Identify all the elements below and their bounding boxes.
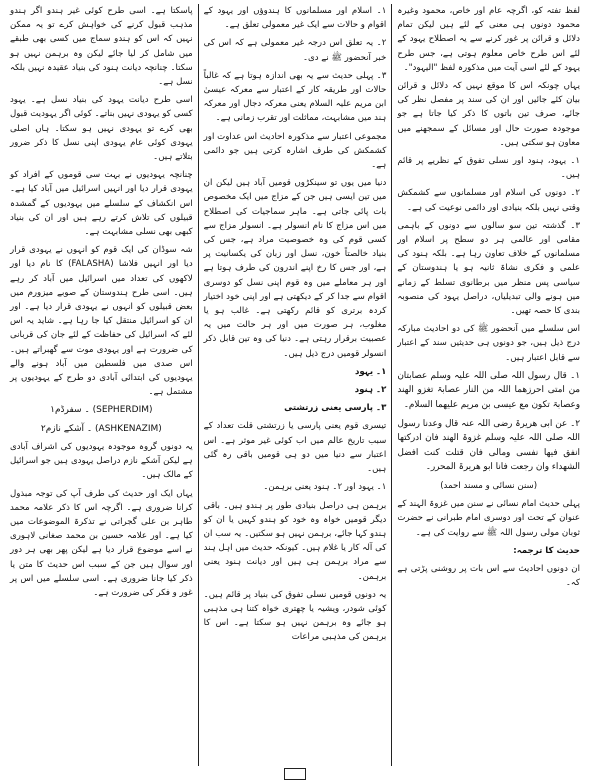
column-left xyxy=(5,4,198,766)
paragraph: ۳۔ پارسی یعنی زرتشتی xyxy=(284,403,387,414)
paragraph: ۲۔ دونوں کی اسلام اور مسلمانوں سے کشمکش وقتی نہیں بلکہ بنیادی اور دائمی نوعیت کی ہے۔ xyxy=(397,188,580,213)
column-middle xyxy=(198,4,392,766)
paragraph: یہاں ایک اور حدیث کی طرف آپ کی توجہ مبذول کرانا ضروری ہے۔ اگرچہ اس کا ذکر علامہ محمد طاہر بن علی گجراتی نے تذکرۃ الموضوعات میں کیا ہے۔ اور علامہ حسین بن محمد صغانی لاہوری نے اسے موضوع قرار دیا ہے لیکن پھر بھی ہر دور اور سوال ہیں جن کے سبب اس حدیث کا متن یا ذکر کیا جانا ضروری ہے۔ اسی سلسلے میں اس پر غور و فکر کی ضرورت ہے۔ xyxy=(9,488,193,598)
paragraph: پہلی حدیث امام نسائی نے سنن میں غزوۃ الہند کے عنوان کے تحت اور دوسری امام طبرانی نے حضرت ثوبان مولی رسول اللہ ﷺ سے روایت کی ہے۔ xyxy=(397,499,580,538)
paragraph: ۱۔ یہود xyxy=(354,366,387,377)
paragraph: ۲۔ یہ تعلق اس درجہ غیر معمولی ہے کہ اس کی خبر آنحضور ﷺ نے دی۔ xyxy=(203,38,387,63)
paragraph: مجموعی اعتبار سے مذکورہ احادیث اس عداوت اور کشمکش کی طرف اشارہ کرتی ہیں جو دائمی ہے۔ xyxy=(203,131,387,171)
paragraph: یہ دونوں قومیں نسلی تفوق کی بنیاد پر قائم ہیں۔ کوئی شودر، ویشیہ یا چھتری خواہ کتنا ہی مذہبی ہو جائے وہ برہمن نہیں ہو سکتا ہے۔ اس کا برہمن کی مذہبی مراعات xyxy=(203,589,387,643)
paragraph: پاسکتا ہے۔ اسی طرح کوئی غیر ہندو اگر ہندو مذہب قبول کرنے کی خواہش کرے تو یہ ممکن نہیں کہ اس کو ہندو سماج میں کسی بھی طبقے میں شامل کر لیا جائے لیکن وہ برہمن نہیں ہو سکتا۔ چنانچہ دیانت ہنود کی بنیاد عقیدہ نہیں بلکہ نسل ہے۔ xyxy=(9,6,193,88)
paragraph: ۱۔ سفرڈم (SEPHERDIM) xyxy=(50,405,153,416)
paragraph: لفظ تفتہ کو، اگرچہ عام اور خاص، محمود وغیرہ محمود دونوں ہی معنی کے لئے ہیں لیکن تمام دلائل و قرائن پر غور کرنے سے یہ اصطلاح یہود کے لئے اس طرح خاص معلوم ہوتی ہے، جس طرح یہود کے لئے اسی آیت میں مذکورہ لفظ "الیہود"۔ xyxy=(397,6,580,73)
paragraph: یہ دونوں گروہ موجودہ یہودیوں کی اشراف آبادی ہے لیکن آشکے نازم دراصل یہودی ہیں جو اسرائیل کے مالک ہیں۔ xyxy=(9,441,193,481)
paragraph: حدیث کا ترجمہ: xyxy=(513,545,580,556)
paragraph: ۲۔ عن ابی ھریرۃ رضی اللہ عنہ قال وعدنا رسول اللہ صلی اللہ علیہ وسلم غزوۃ الھند فان ادرکتھا انفق فیھا نفسی ومالی فان قتلت کنت افضل الشھداء وان رجعت فانا ابو ھریرۃ المحرر۔ xyxy=(397,418,580,473)
paragraph: ۱۔ یہود اور ۲۔ ہنود یعنی برہمن۔ xyxy=(263,482,387,493)
paragraph: ۳۔ پہلی حدیث سے یہ بھی اندازہ ہوتا ہے کہ غالباً حالات اور طریقہ کار کے اعتبار سے معرکہ عیسیٰ ابن مریم علیہ السلام یعنی معرکہ دجال اور معرکہ ہند میں مشابہت، مماثلت اور تقرب زمانی ہے۔ xyxy=(203,70,387,124)
paragraph: ۱۔ اسلام اور مسلمانوں کا ہندوؤں اور یہود کے اقوام و حالات سے ایک غیر معمولی تعلق ہے۔ xyxy=(203,6,387,31)
paragraph: اسی طرح دیانت یہود کی بنیاد نسل ہے۔ یہود کسی کو یہودی نہیں بناتے۔ کوئی اگر یہودیت قبول بھی کرے تو یہودی نہیں ہو سکتا۔ ہاں اصلی یہودی کوئی عام یہودی اپنی نسل کا ذکر ضرور بتلاتے ہیں۔ xyxy=(9,95,193,163)
paragraph: برہمن ہی دراصل بنیادی طور پر ہندو ہیں۔ باقی دیگر قومیں خواہ وہ خود کو ہندو کہیں یا ان کو ہندو کہا جائے، برہمن نہیں ہو سکتیں۔ یہ سب ان کی آلہ کار یا غلام ہیں۔ کیونکہ حدیث میں اہل ہند سے مراد برہمن ہی ہیں اور دیانت ہنود یعنی برہمن۔ xyxy=(203,500,387,582)
paragraph: تیسری قوم یعنی پارسی یا زرتشتی قلت تعداد کے سبب تاریخ عالم میں اب کوئی غیر موثر ہے۔ اس اعتبار سے دنیا میں دو ہی قومیں باقی رہ گئی ہیں۔ xyxy=(203,421,387,475)
paragraph: شہ سوڈان کی ایک قوم کو انہوں نے یہودی قرار دیا اور انہیں فلاشا (FALASHA) کا نام دیا اور لاکھوں کی تعداد میں اسرائیل میں آباد کر رہے ہیں۔ اسی طرح ہندوستان کے صوبے میزورم میں بعض قبیلوں کو انہوں نے یہودی قرار دیا ہے۔ اور ان کو اسرائیل منتقل کیا جا رہا ہے۔ شاید یہ اس لئے کہ اسرائیل کی حفاظت کے لئے جان کی قربانی کی ضرورت ہے اور یہودی موت سے گھبراتے ہیں۔ اس صدی میں فلسطین میں آباد ہونے والے یہودیوں کی ابتدائی آبادی دو طرح کے یہودیوں پر مشتمل ہے۔ xyxy=(9,245,193,398)
page-number xyxy=(284,768,306,780)
paragraph: یہاں چونکہ اس کا موقع نہیں کہ دلائل و قرائن بیان کئے جائیں اور ان کی سند پر مفصل نظر کی جائے، صرف تین باتوں کا ذکر کیا جاتا ہے جو موجودہ صورت حال اور مسائل کے سمجھنے میں معاون ہو سکتی ہیں۔ xyxy=(397,81,580,148)
paragraph: ۱۔ قال رسول اللہ صلی اللہ علیہ وسلم عصابتان من امتی احرزھما اللہ من النار عصابۃ تغزو الھند وعصابۃ تکون مع عیسی بن مریم علیھما السلام۔ xyxy=(397,370,580,411)
paragraph: ۳۔ گذشتہ تین سو سالوں سے دونوں کے باہمی مقامی اور عالمی ہر دو سطح پر اسلام اور مسلمانوں کے خلاف تعاون رہا ہے۔ بلکہ ہنود کی علمی و فکری نشاۃ ثانیہ ہو یا ہندوستان کے سیاسی پس منظر میں برطانوی تسلط کے زمانے میں ہونے والی تبدیلیاں، دراصل یہود کی منصوبہ بندی کا حصہ تھیں۔ xyxy=(397,220,580,317)
paragraph: ۱۔ یہود، ہنود اور نسلی تفوق کے نظریے پر قائم ہیں۔ xyxy=(397,156,580,181)
text-columns xyxy=(5,4,585,766)
paragraph: چنانچہ یہودیوں نے بہت سی قوموں کے افراد کو یہودی قرار دیا اور انہیں اسرائیل میں آباد کیا ہے۔ اس انکشاف کے سلسلے میں یہودیوں کے گمشدہ قبیلوں کی تلاش کرتے رہے ہیں اور ان کی بنیاد کبھی بھی نسلی مشابہت ہے۔ xyxy=(9,170,193,238)
column-right xyxy=(391,4,585,766)
paragraph: اس سلسلے میں آنحضور ﷺ کی دو احادیث مبارکہ درج ذیل ہیں، جو دونوں ہی حدیثیں سند کے اعتبار سے قابل اعتبار ہیں۔ xyxy=(397,324,580,363)
paragraph: دنیا میں یوں تو سینکڑوں قومیں آباد ہیں لیکن ان میں تین ایسی ہیں جن کے مزاج میں ایک مخصوص بات پائی جاتی ہے۔ ماہر سماجیات کی اصطلاح میں اس مزاج کا نام انسولر ہے۔ انسولر مزاج سے کسی قوم کی وہ خصوصیت مراد ہے، جس کی بنیاد خالصتاً خون، نسل اور زبان کی یکسانیت پر ہے، اور جس کا رخ اپنے اندرون کی طرف ہوتا ہے اور ہر معاملے میں وہ قوم اپنی نسل کو دوسری اقوام سے جدا کر کے دیکھتی ہے اور اپنی خود اختیار کردہ برتری کو قائم رکھتی ہے۔ غالب ہو یا مغلوب، ہر صورت میں اور ہر حالت میں یہ عصبیت برقرار رہتی ہے۔ دنیا کی وہ تین قابل ذکر انسولر قومیں درج ذیل ہیں۔ xyxy=(203,178,387,359)
paragraph: ان دونوں احادیث سے اس بات پر روشنی پڑتی ہے کہ۔ xyxy=(397,564,580,589)
paragraph: ۲۔ آشکے نازم (ASHKENAZIM) xyxy=(40,423,162,434)
paragraph: ۲۔ ہنود xyxy=(354,385,387,396)
paragraph: (سنن نسائی و مسند احمد) xyxy=(440,481,538,492)
